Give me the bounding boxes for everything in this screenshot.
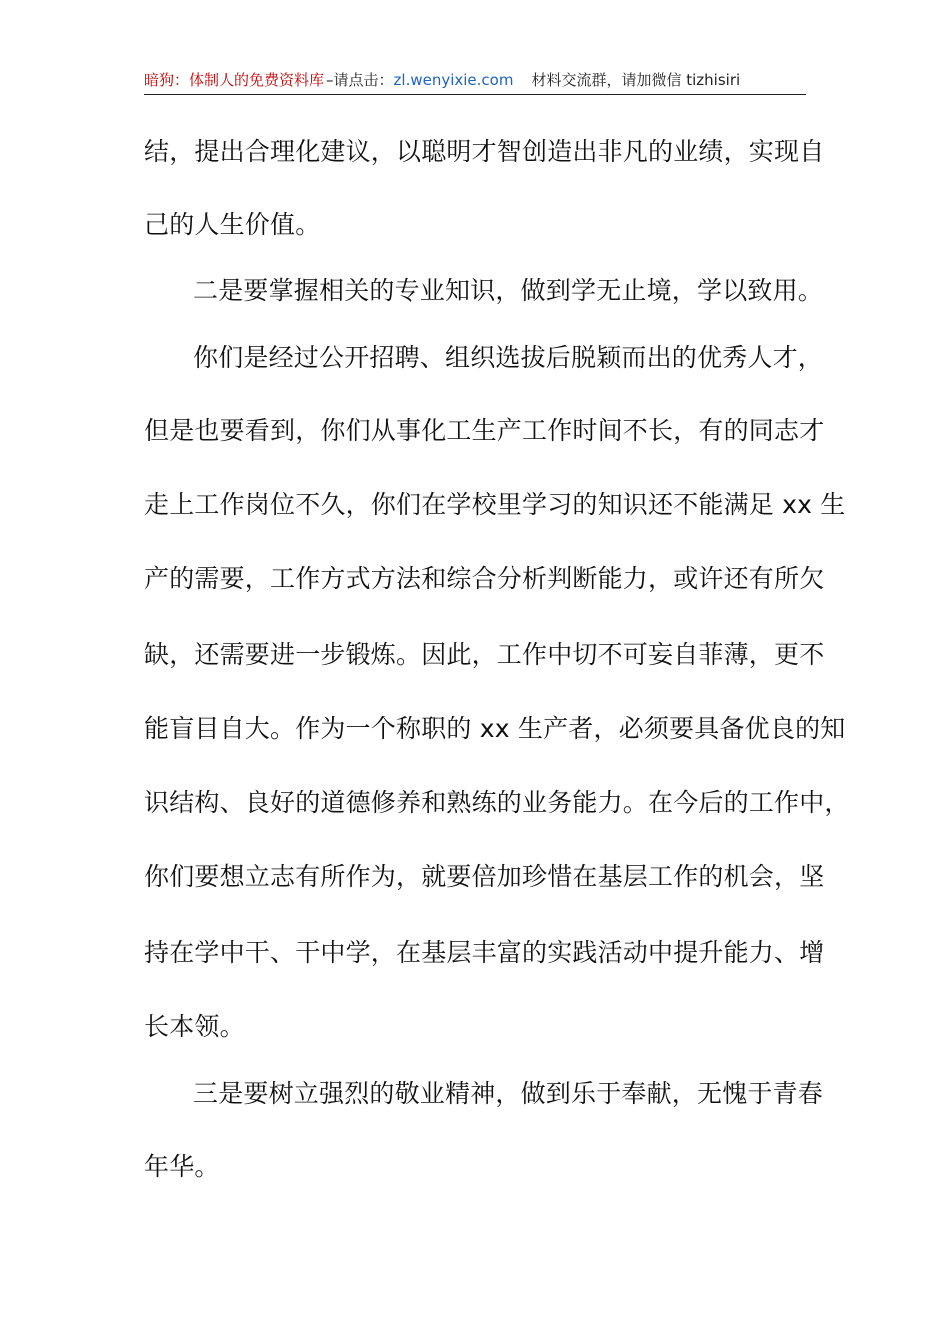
body-line: 识结构、良好的道德修养和熟练的业务能力。在今后的工作中， (144, 788, 850, 817)
header-group-note: 材料交流群，请加微信 tizhisiri (531, 71, 741, 89)
body-line: 二是要掌握相关的专业知识，做到学无止境，学以致用。 (193, 276, 824, 305)
body-line: 你们要想立志有所作为，就要倍加珍惜在基层工作的机会，坚 (144, 862, 825, 891)
header-click-prompt: –请点击： (326, 71, 394, 89)
body-line: 己的人生价值。 (144, 210, 321, 239)
body-line: 你们是经过公开招聘、组织选拔后脱颖而出的优秀人才， (193, 343, 824, 372)
body-line: 三是要树立强烈的敬业精神，做到乐于奉献，无愧于青春 (193, 1079, 824, 1108)
body-line: 年华。 (144, 1152, 220, 1181)
body-line: 缺，还需要进一步锻炼。因此，工作中切不可妄自菲薄，更不 (144, 640, 825, 669)
page-header (144, 66, 806, 95)
body-line: 走上工作岗位不久，你们在学校里学习的知识还不能满足 xx 生 (144, 490, 846, 519)
header-website-link[interactable]: zl.wenyixie.com (393, 71, 514, 89)
body-line: 持在学中干、干中学，在基层丰富的实践活动中提升能力、增 (144, 938, 825, 967)
body-line: 但是也要看到，你们从事化工生产工作时间不长，有的同志才 (144, 416, 825, 445)
body-line: 产的需要，工作方式方法和综合分析判断能力，或许还有所欠 (144, 564, 825, 593)
header-brand-text: 暗狗：体制人的免费资料库 (144, 71, 325, 89)
body-line: 能盲目自大。作为一个称职的 xx 生产者，必须要具备优良的知 (144, 714, 846, 743)
body-line: 长本领。 (144, 1012, 245, 1041)
body-line: 结，提出合理化建议，以聪明才智创造出非凡的业绩，实现自 (144, 137, 825, 166)
